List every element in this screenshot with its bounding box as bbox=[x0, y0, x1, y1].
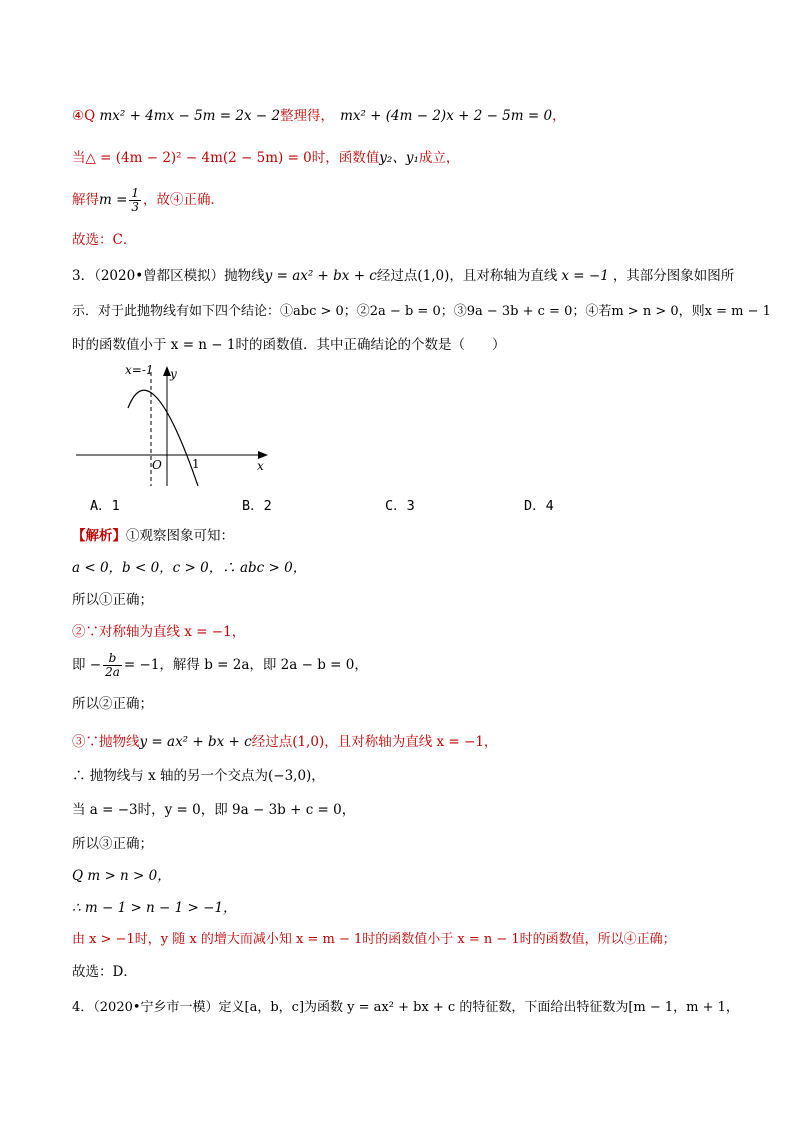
fraction-numerator: b bbox=[103, 652, 122, 666]
text-segment: ，故④正确． bbox=[143, 192, 225, 208]
fraction-numerator: 1 bbox=[131, 186, 140, 200]
analysis-line-8: ∴ 抛物线与 x 轴的另一个交点为(−3,0)， bbox=[72, 768, 325, 784]
math-expression: x = −1 bbox=[561, 268, 609, 284]
math-expression: y₂、y₁ bbox=[379, 150, 419, 166]
solution-line-4: 故选：C． bbox=[72, 232, 137, 248]
math-expression: y = ax² + bx + c bbox=[139, 734, 252, 750]
analysis-line-9: 当 a = −3时，y = 0，即 9a − 3b + c = 0， bbox=[72, 802, 356, 818]
fraction-denominator: 3 bbox=[131, 200, 140, 214]
symmetry-axis-label: x=-1 bbox=[125, 363, 154, 377]
x-intercept-label: 1 bbox=[192, 457, 200, 471]
analysis-line-10: 所以③正确； bbox=[72, 836, 153, 852]
text-segment: ①观察图象可知： bbox=[126, 528, 234, 544]
solution-line-2 bbox=[72, 148, 459, 168]
fraction bbox=[129, 187, 141, 214]
analysis-line-12: ∴ m − 1 > n − 1 > −1， bbox=[72, 900, 237, 916]
analysis-line-6: 所以②正确； bbox=[72, 696, 153, 712]
question-4-line-1: 4．（2020•宁乡市一模）定义[a，b，c]为函数 y = ax² + bx + c 的特征数，下面给出特征数为[m − 1，m + 1， bbox=[72, 1000, 739, 1015]
text-segment: ，其部分图象如图所 bbox=[612, 268, 735, 284]
x-axis-label: x bbox=[257, 459, 264, 473]
x-axis-arrow-icon bbox=[258, 451, 268, 459]
math-expression: mx² + (4m − 2)x + 2 − 5m = 0 bbox=[340, 108, 553, 124]
option-c: C．3 bbox=[385, 498, 415, 514]
text-segment: 即 − bbox=[72, 657, 102, 673]
math-expression: y = ax² + bx + c bbox=[264, 268, 377, 284]
text-segment: ， bbox=[552, 108, 566, 124]
option-d: D．4 bbox=[524, 498, 554, 514]
option-b: B．2 bbox=[242, 498, 272, 514]
analysis-line-1 bbox=[72, 526, 234, 546]
text-segment: 整理得， bbox=[280, 108, 335, 124]
text-segment: 经过点(1,0)，且对称轴为直线 bbox=[376, 268, 558, 284]
analysis-line-7 bbox=[72, 732, 497, 752]
fraction-denominator: 2a bbox=[105, 665, 120, 679]
analysis-line-4: ②∵对称轴为直线 x = −1， bbox=[72, 624, 246, 640]
analysis-line-11: Q m > n > 0， bbox=[72, 868, 171, 884]
math-expression: m = bbox=[99, 192, 128, 208]
y-axis-label: y bbox=[170, 367, 177, 381]
analysis-heading: 【解析】 bbox=[72, 528, 126, 544]
solution-line-3 bbox=[72, 186, 224, 214]
text-segment: ③∵抛物线 bbox=[72, 734, 140, 750]
option-a: A．1 bbox=[90, 498, 120, 514]
parabola-graph bbox=[70, 356, 280, 491]
analysis-line-3: 所以①正确； bbox=[72, 592, 153, 608]
solution-line-1 bbox=[72, 106, 566, 126]
question-3-line-2: 示．对于此抛物线有如下四个结论：①abc > 0；②2a − b = 0；③9a − 3b + c = 0；④若m > n > 0，则x = m − 1 bbox=[72, 304, 771, 319]
text-segment: 成立， bbox=[418, 150, 460, 166]
text-segment: ④Q bbox=[72, 108, 100, 124]
origin-label: O bbox=[152, 458, 162, 472]
math-expression: mx² + 4mx − 5m = 2x − 2 bbox=[99, 108, 281, 124]
analysis-line-14: 故选：D． bbox=[72, 964, 137, 980]
question-3-line-3: 时的函数值小于 x = n − 1时的函数值．其中正确结论的个数是（ ） bbox=[72, 337, 506, 353]
text-segment: 经过点(1,0)，且对称轴为直线 x = −1， bbox=[251, 734, 498, 750]
text-segment: 当△ = (4m − 2)² − 4m(2 − 5m) = 0时，函数值 bbox=[72, 150, 380, 166]
question-3-line-1 bbox=[72, 266, 734, 286]
text-segment: = −1，解得 b = 2a，即 2a − b = 0， bbox=[123, 657, 368, 673]
analysis-line-13: 由 x > −1时，y 随 x 的增大而减小知 x = m − 1时的函数值小于 x = n − 1时的函数值，所以④正确； bbox=[72, 932, 676, 947]
text-segment: 3．（2020•曾都区模拟）抛物线 bbox=[72, 268, 265, 284]
analysis-line-5 bbox=[72, 650, 368, 680]
text-segment: 解得 bbox=[72, 192, 99, 208]
analysis-line-2: a < 0，b < 0，c > 0，∴ abc > 0， bbox=[72, 560, 307, 576]
fraction bbox=[103, 652, 122, 679]
parabola-curve bbox=[128, 390, 198, 486]
